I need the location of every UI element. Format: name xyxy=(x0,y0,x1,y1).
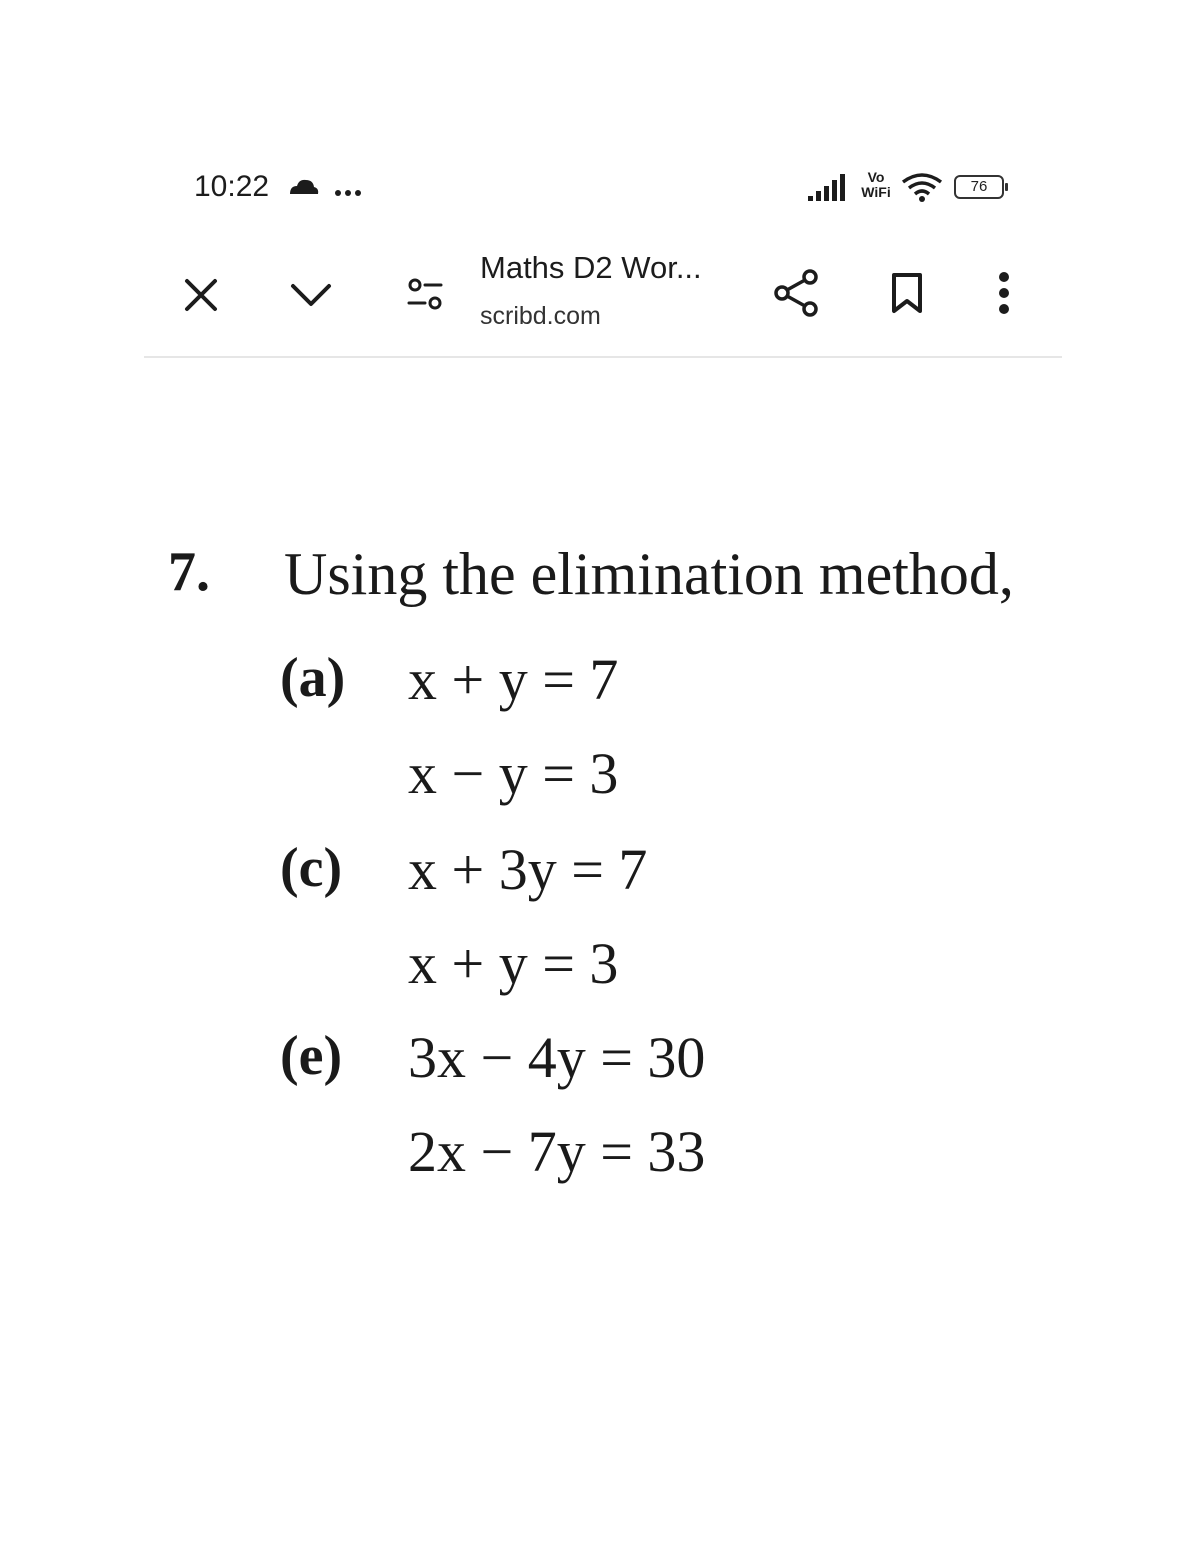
status-time: 10:22 xyxy=(194,170,270,203)
page-domain[interactable]: scribd.com xyxy=(480,302,601,330)
battery-icon: 76 xyxy=(954,175,1004,199)
part-label: (c) xyxy=(280,837,343,899)
equation: 2x − 7y = 33 xyxy=(408,1119,706,1184)
question-number: 7. xyxy=(168,541,210,603)
equation: x + 3y = 7 xyxy=(408,837,648,902)
page-title[interactable]: Maths D2 Wor... xyxy=(480,250,702,285)
equation: x + y = 7 xyxy=(408,647,619,712)
equation: 3x − 4y = 30 xyxy=(408,1025,706,1090)
part-label: (e) xyxy=(280,1025,343,1087)
vowifi-icon: Vo WiFi xyxy=(861,169,891,200)
part-label: (a) xyxy=(280,647,346,709)
equation: x + y = 3 xyxy=(408,931,619,996)
question-text: Using the elimination method, xyxy=(284,541,1014,607)
equation: x − y = 3 xyxy=(408,741,619,806)
